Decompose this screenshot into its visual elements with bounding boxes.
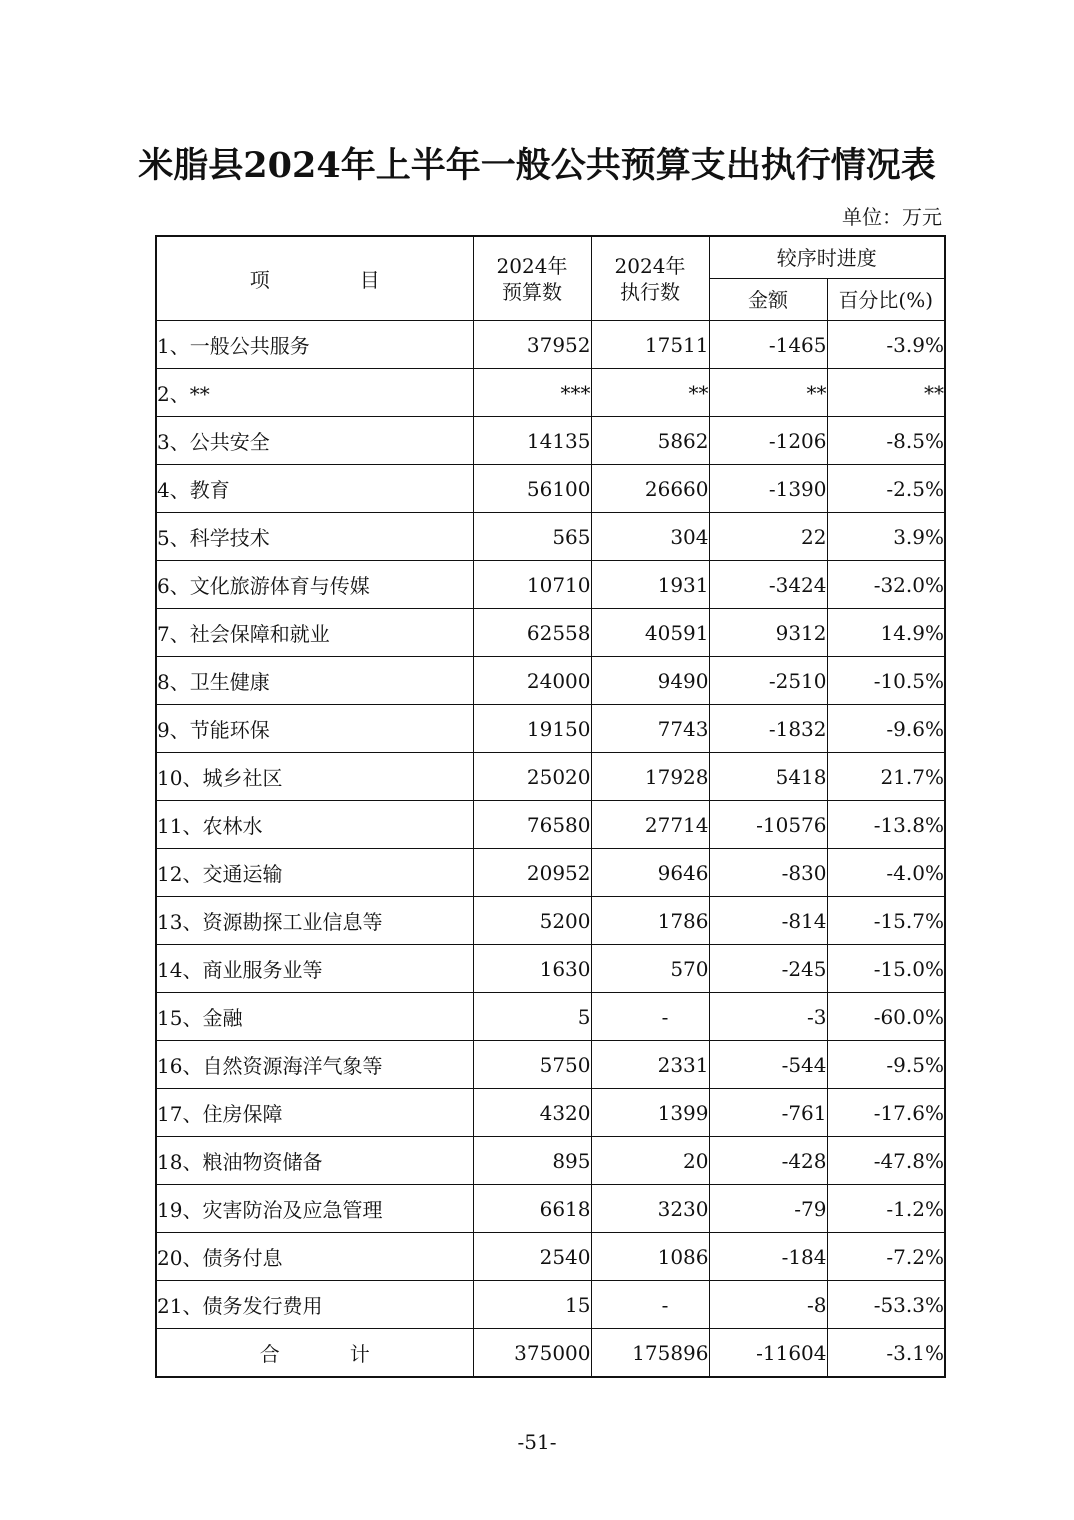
row-amount: -1832: [709, 705, 827, 753]
table-row: [156, 945, 945, 993]
row-name: 10、城乡社区: [156, 753, 473, 801]
row-name: 1、一般公共服务: [156, 321, 473, 369]
row-budget: 5200: [473, 897, 591, 945]
row-name: 16、自然资源海洋气象等: [156, 1041, 473, 1089]
row-exec: 20: [591, 1137, 709, 1185]
row-percent: -1.2%: [827, 1185, 945, 1233]
row-name: 13、资源勘探工业信息等: [156, 897, 473, 945]
row-percent: **: [827, 369, 945, 417]
row-budget: 25020: [473, 753, 591, 801]
row-exec: 9490: [591, 657, 709, 705]
row-exec: -: [591, 993, 709, 1041]
table-row: [156, 801, 945, 849]
header-exec-label: 执行数: [620, 279, 680, 304]
header-progress: 较序时进度: [709, 236, 945, 279]
row-name: 20、债务付息: [156, 1233, 473, 1281]
header-budget-year: 2024年: [496, 253, 568, 278]
row-budget: 10710: [473, 561, 591, 609]
header-item: [156, 236, 473, 321]
row-name: 12、交通运输: [156, 849, 473, 897]
row-budget: 6618: [473, 1185, 591, 1233]
row-exec: -: [591, 1281, 709, 1329]
row-name: 5、科学技术: [156, 513, 473, 561]
row-exec: 9646: [591, 849, 709, 897]
row-percent: 21.7%: [827, 753, 945, 801]
table-row: [156, 1041, 945, 1089]
row-exec: 304: [591, 513, 709, 561]
header-item-right: 目: [359, 268, 380, 292]
table-row: [156, 417, 945, 465]
row-percent: -8.5%: [827, 417, 945, 465]
row-exec: 1786: [591, 897, 709, 945]
table-row: [156, 1281, 945, 1329]
total-label-right: 计: [349, 1342, 370, 1366]
row-amount: -10576: [709, 801, 827, 849]
row-name: 21、债务发行费用: [156, 1281, 473, 1329]
row-amount: -2510: [709, 657, 827, 705]
row-exec: 1086: [591, 1233, 709, 1281]
row-amount: -814: [709, 897, 827, 945]
row-exec: 40591: [591, 609, 709, 657]
row-name: 9、节能环保: [156, 705, 473, 753]
row-name: 8、卫生健康: [156, 657, 473, 705]
table-row: [156, 753, 945, 801]
row-name: 19、灾害防治及应急管理: [156, 1185, 473, 1233]
row-budget: 895: [473, 1137, 591, 1185]
page-number: -51-: [517, 1430, 557, 1454]
total-row: [156, 1329, 945, 1378]
table-row: [156, 1233, 945, 1281]
row-percent: -10.5%: [827, 657, 945, 705]
row-budget: 14135: [473, 417, 591, 465]
total-label: [156, 1329, 473, 1378]
row-name: 11、农林水: [156, 801, 473, 849]
row-percent: -9.6%: [827, 705, 945, 753]
row-name: 7、社会保障和就业: [156, 609, 473, 657]
row-amount: **: [709, 369, 827, 417]
row-name: 14、商业服务业等: [156, 945, 473, 993]
row-amount: 9312: [709, 609, 827, 657]
row-exec: 7743: [591, 705, 709, 753]
row-name: 3、公共安全: [156, 417, 473, 465]
header-amount: 金额: [709, 279, 827, 321]
row-exec: **: [591, 369, 709, 417]
page-title: 米脂县2024年上半年一般公共预算支出执行情况表: [138, 145, 936, 186]
row-amount: 22: [709, 513, 827, 561]
row-budget: 4320: [473, 1089, 591, 1137]
header-exec-year: 2024年: [614, 253, 686, 278]
row-percent: -17.6%: [827, 1089, 945, 1137]
row-exec: 26660: [591, 465, 709, 513]
row-name: 2、**: [156, 369, 473, 417]
row-percent: -32.0%: [827, 561, 945, 609]
header-percent: 百分比(%): [827, 279, 945, 321]
row-amount: 5418: [709, 753, 827, 801]
row-name: 4、教育: [156, 465, 473, 513]
table-row: [156, 993, 945, 1041]
row-budget: 56100: [473, 465, 591, 513]
row-percent: -3.9%: [827, 321, 945, 369]
row-amount: -544: [709, 1041, 827, 1089]
row-name: 17、住房保障: [156, 1089, 473, 1137]
row-percent: 3.9%: [827, 513, 945, 561]
row-amount: -245: [709, 945, 827, 993]
row-exec: 3230: [591, 1185, 709, 1233]
row-amount: -3424: [709, 561, 827, 609]
table-row: [156, 465, 945, 513]
row-amount: -79: [709, 1185, 827, 1233]
row-percent: -60.0%: [827, 993, 945, 1041]
row-exec: 27714: [591, 801, 709, 849]
row-exec: 1399: [591, 1089, 709, 1137]
row-percent: -53.3%: [827, 1281, 945, 1329]
row-amount: -3: [709, 993, 827, 1041]
row-budget: 20952: [473, 849, 591, 897]
total-label-left: 合: [259, 1342, 280, 1366]
header-budget-label: 预算数: [502, 279, 562, 304]
table-row: [156, 513, 945, 561]
budget-table: [155, 235, 946, 1378]
row-name: 18、粮油物资储备: [156, 1137, 473, 1185]
row-budget: 5: [473, 993, 591, 1041]
table-row: [156, 1089, 945, 1137]
table-row: [156, 897, 945, 945]
total-percent: -3.1%: [827, 1329, 945, 1378]
row-percent: -2.5%: [827, 465, 945, 513]
row-percent: 14.9%: [827, 609, 945, 657]
table-row: [156, 1137, 945, 1185]
header-exec: [591, 236, 709, 321]
row-amount: -184: [709, 1233, 827, 1281]
row-budget: 37952: [473, 321, 591, 369]
row-budget: 19150: [473, 705, 591, 753]
row-percent: -47.8%: [827, 1137, 945, 1185]
table-row: [156, 1185, 945, 1233]
header-item-left: 项: [249, 268, 270, 292]
table-row: [156, 321, 945, 369]
total-amount: -11604: [709, 1329, 827, 1378]
row-percent: -9.5%: [827, 1041, 945, 1089]
row-exec: 17928: [591, 753, 709, 801]
table-row: [156, 657, 945, 705]
row-exec: 1931: [591, 561, 709, 609]
row-budget: 565: [473, 513, 591, 561]
row-budget: 76580: [473, 801, 591, 849]
row-amount: -761: [709, 1089, 827, 1137]
total-exec: 175896: [591, 1329, 709, 1378]
row-percent: -15.7%: [827, 897, 945, 945]
row-budget: 2540: [473, 1233, 591, 1281]
row-amount: -428: [709, 1137, 827, 1185]
row-percent: -7.2%: [827, 1233, 945, 1281]
table-row: [156, 561, 945, 609]
row-name: 15、金融: [156, 993, 473, 1041]
row-amount: -8: [709, 1281, 827, 1329]
table-row: [156, 609, 945, 657]
table-row: [156, 705, 945, 753]
row-exec: 5862: [591, 417, 709, 465]
row-budget: 5750: [473, 1041, 591, 1089]
row-exec: 17511: [591, 321, 709, 369]
total-budget: 375000: [473, 1329, 591, 1378]
row-amount: -1465: [709, 321, 827, 369]
row-percent: -15.0%: [827, 945, 945, 993]
row-exec: 570: [591, 945, 709, 993]
row-percent: -4.0%: [827, 849, 945, 897]
row-exec: 2331: [591, 1041, 709, 1089]
unit-label: 单位：万元: [842, 205, 942, 229]
row-name: 6、文化旅游体育与传媒: [156, 561, 473, 609]
row-budget: 62558: [473, 609, 591, 657]
row-percent: -13.8%: [827, 801, 945, 849]
header-budget: [473, 236, 591, 321]
row-amount: -830: [709, 849, 827, 897]
table-row: [156, 849, 945, 897]
row-budget: 15: [473, 1281, 591, 1329]
row-amount: -1206: [709, 417, 827, 465]
row-budget: 24000: [473, 657, 591, 705]
row-budget: ***: [473, 369, 591, 417]
table-row: [156, 369, 945, 417]
row-amount: -1390: [709, 465, 827, 513]
row-budget: 1630: [473, 945, 591, 993]
